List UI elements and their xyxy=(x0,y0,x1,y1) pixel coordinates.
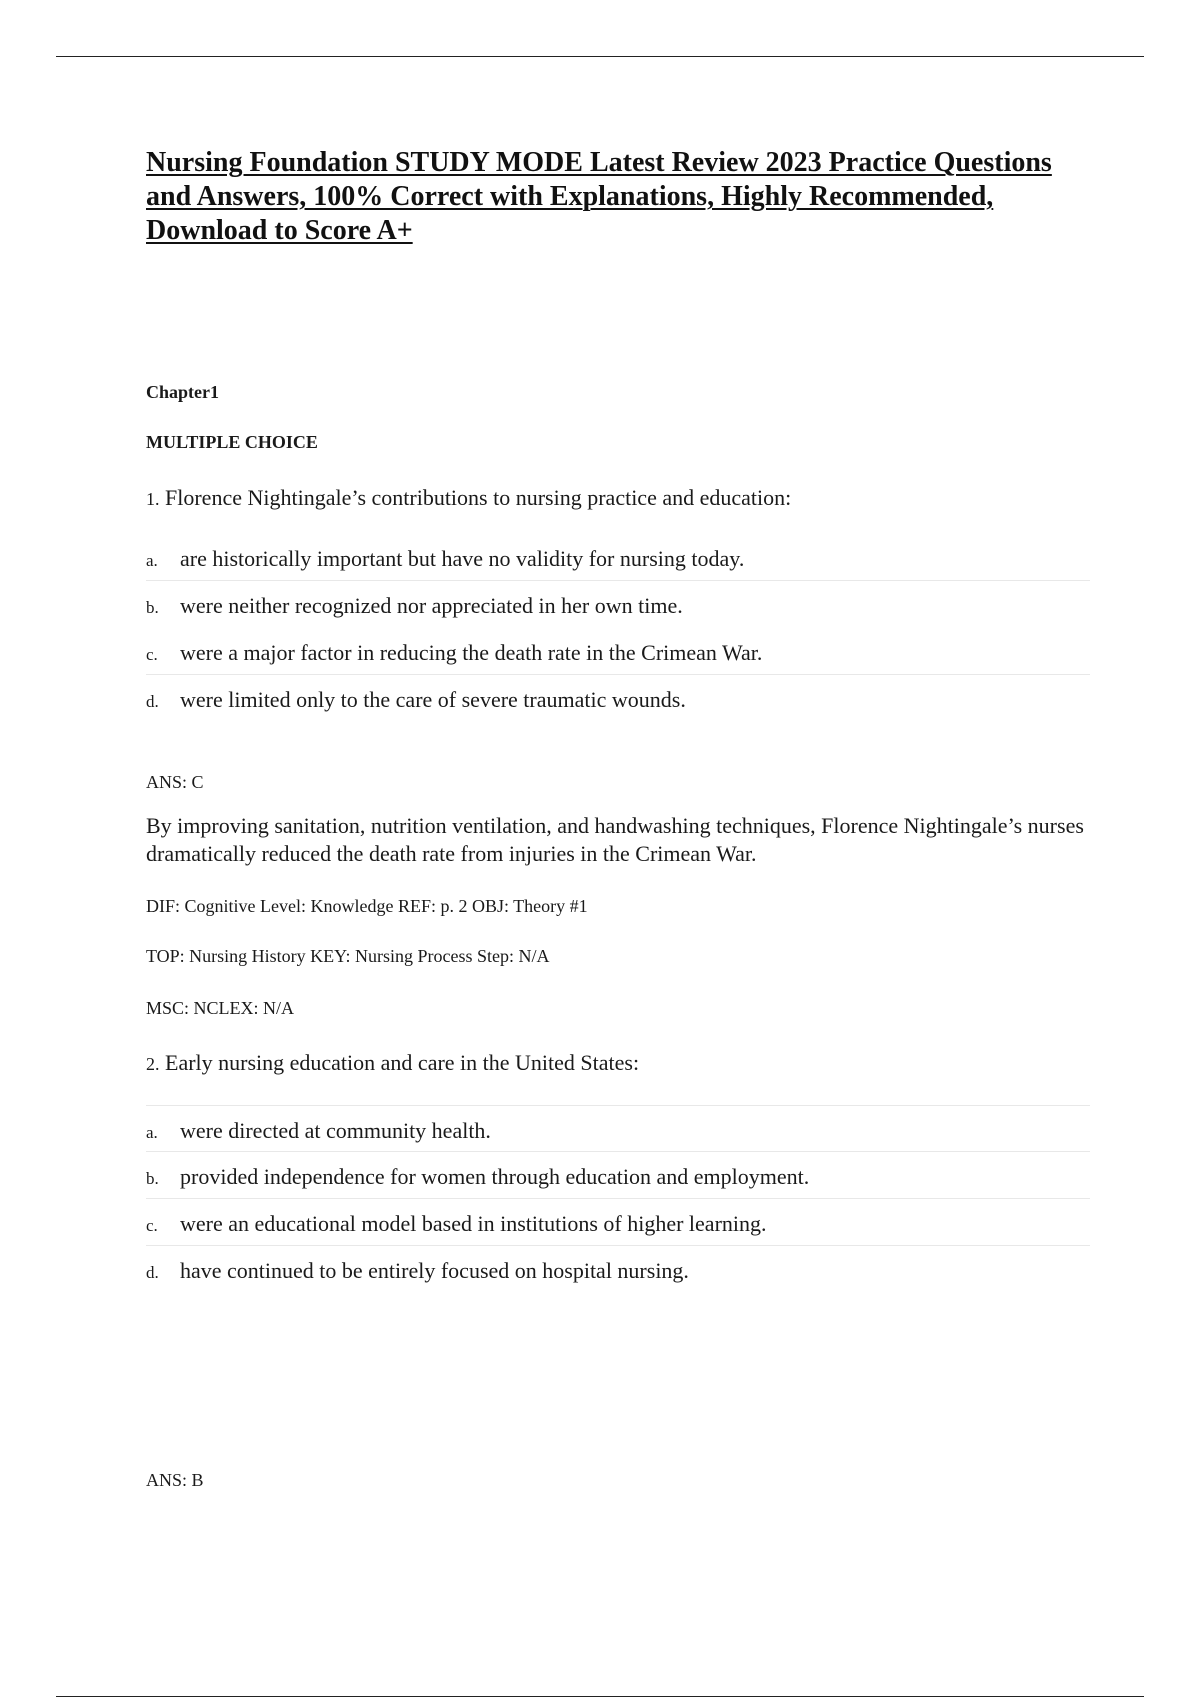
question-1 xyxy=(146,484,791,513)
chapter-heading: Chapter1 xyxy=(146,382,219,402)
question-number: 2. xyxy=(146,1054,160,1074)
meta-msc: MSC: NCLEX: N/A xyxy=(146,998,295,1018)
question-text: Early nursing education and care in the United States: xyxy=(165,1050,640,1075)
option-text: were a major factor in reducing the death rate in the Crimean War. xyxy=(180,640,763,665)
document-page xyxy=(146,146,1090,1490)
answer-key: ANS: B xyxy=(146,1470,204,1490)
option-text: were an educational model based in institutions of higher learning. xyxy=(180,1211,767,1236)
question-number: 1. xyxy=(146,489,160,509)
option-a xyxy=(146,534,1090,581)
meta-difficulty: DIF: Cognitive Level: Knowledge REF: p. 2 OBJ: Theory #1 xyxy=(146,896,588,916)
answer-explanation: By improving sanitation, nutrition ventilation, and handwashing techniques, Florence Nightingale’s nurses dramatically reduced the death rate from injuries in the Crimean War. xyxy=(146,813,1084,866)
option-c xyxy=(146,628,1090,675)
option-b xyxy=(146,1152,1090,1199)
question-1-options xyxy=(146,534,1090,722)
question-text: Florence Nightingale’s contributions to nursing practice and education: xyxy=(165,485,792,510)
option-letter: b. xyxy=(146,1169,159,1188)
option-b xyxy=(146,581,1090,628)
answer-key: ANS: C xyxy=(146,772,204,792)
option-letter: c. xyxy=(146,1216,158,1235)
option-letter: a. xyxy=(146,551,158,570)
option-letter: d. xyxy=(146,692,159,711)
option-letter: d. xyxy=(146,1263,159,1282)
option-text: are historically important but have no validity for nursing today. xyxy=(180,546,745,571)
top-rule xyxy=(56,56,1144,57)
meta-topic: TOP: Nursing History KEY: Nursing Process Step: N/A xyxy=(146,946,550,966)
option-text: have continued to be entirely focused on hospital nursing. xyxy=(180,1258,689,1283)
option-text: were limited only to the care of severe traumatic wounds. xyxy=(180,687,686,712)
option-a xyxy=(146,1105,1090,1152)
question-2-options xyxy=(146,1105,1090,1293)
option-text: provided independence for women through education and employment. xyxy=(180,1164,810,1189)
option-letter: b. xyxy=(146,598,159,617)
section-heading: MULTIPLE CHOICE xyxy=(146,432,318,452)
bottom-rule xyxy=(56,1696,1144,1697)
option-letter: a. xyxy=(146,1123,158,1142)
option-d xyxy=(146,675,1090,722)
document-title: Nursing Foundation STUDY MODE Latest Review 2023 Practice Questions and Answers, 100% Correct with Explanations, Highly Recommended, Download to Score A+ xyxy=(146,147,1052,246)
option-letter: c. xyxy=(146,645,158,664)
option-c xyxy=(146,1199,1090,1246)
question-2 xyxy=(146,1049,639,1078)
option-text: were neither recognized nor appreciated in her own time. xyxy=(180,593,683,618)
option-text: were directed at community health. xyxy=(180,1118,491,1143)
option-d xyxy=(146,1246,1090,1293)
